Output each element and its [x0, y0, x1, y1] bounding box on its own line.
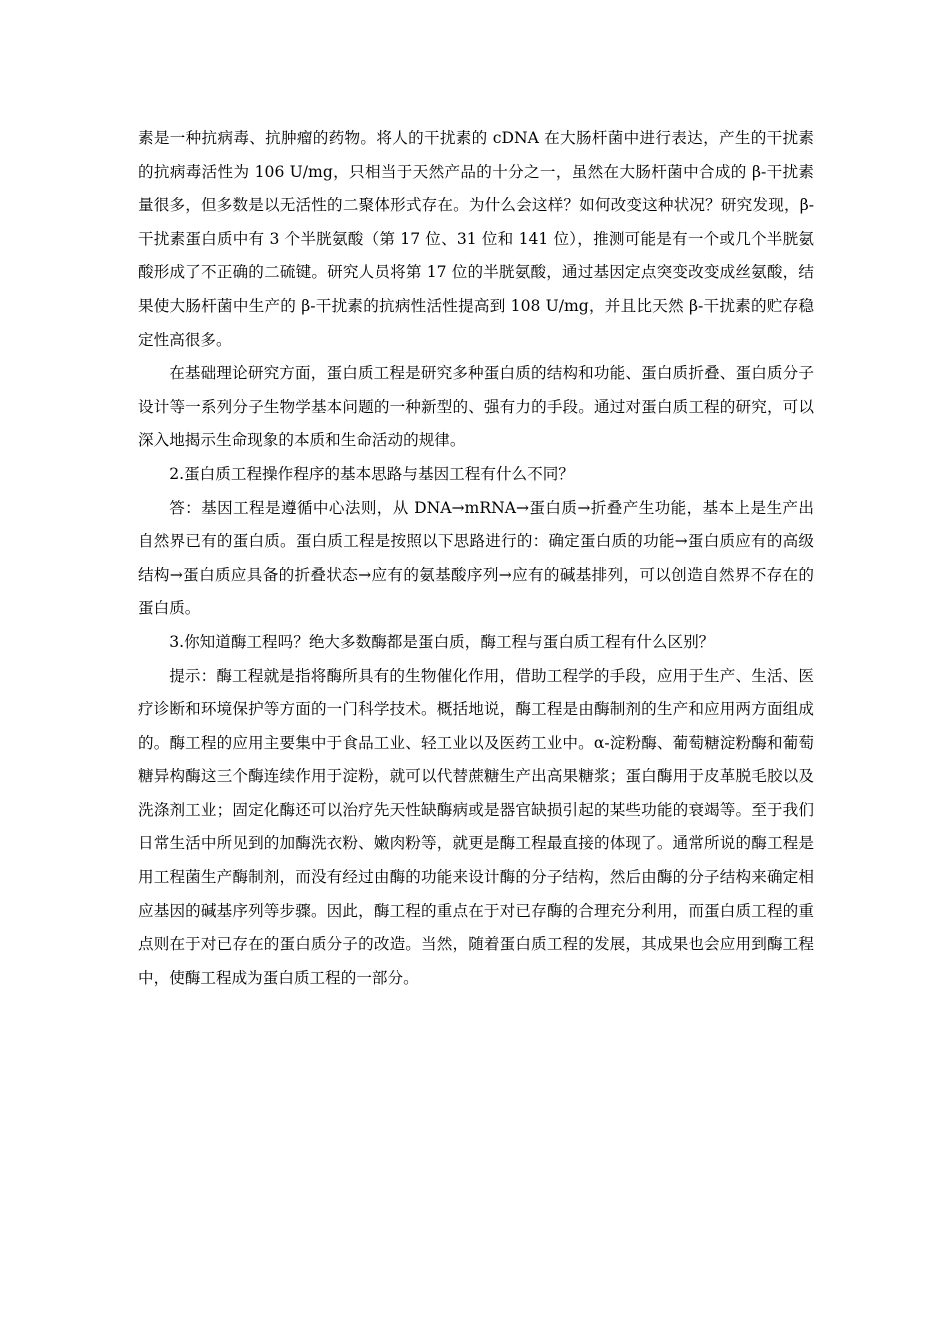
document-body	[138, 122, 814, 995]
question-2: 2.蛋白质工程操作程序的基本思路与基因工程有什么不同？	[169, 464, 574, 483]
hint-3: 提示：酶工程就是指将酶所具有的生物催化作用，借助工程学的手段，应用于生产、生活、医疗诊断和环境保护等方面的一门科学技术。概括地说，酶工程是由酶制剂的生产和应用两方面组成的。酶工程的应用主要集中于食品工业、轻工业以及医药工业中。α-淀粉酶、葡萄糖淀粉酶和葡萄糖异构酶这三个酶连续作用于淀粉，就可以代替蔗糖生产出高果糖浆；蛋白酶用于皮革脱毛胶以及洗涤剂工业；固定化酶还可以治疗先天性缺酶病或是器官缺损引起的某些功能的衰竭等。至于我们日常生活中所见到的加酶洗衣粉、嫩肉粉等，就更是酶工程最直接的体现了。通常所说的酶工程是用工程菌生产酶制剂，而没有经过由酶的功能来设计酶的分子结构，然后由酶的分子结构来确定相应基因的碱基序列等步骤。因此，酶工程的重点在于对已存酶的合理充分利用，而蛋白质工程的重点则在于对已存在的蛋白质分子的改造。当然，随着蛋白质工程的发展，其成果也会应用到酶工程中，使酶工程成为蛋白质工程的一部分。	[138, 666, 814, 987]
answer-2: 答：基因工程是遵循中心法则，从 DNA→mRNA→蛋白质→折叠产生功能，基本上是生产出自然界已有的蛋白质。蛋白质工程是按照以下思路进行的：确定蛋白质的功能→蛋白质应有的高级结构→蛋白质应具备的折叠状态→应有的氨基酸序列→应有的碱基排列，可以创造自然界不存在的蛋白质。	[138, 498, 814, 618]
question-3: 3.你知道酶工程吗？绝大多数酶都是蛋白质，酶工程与蛋白质工程有什么区别？	[169, 632, 715, 651]
paragraph-interferon-continued: 素是一种抗病毒、抗肿瘤的药物。将人的干扰素的 cDNA 在大肠杆菌中进行表达，产生的干扰素的抗病毒活性为 106 U/mg，只相当于天然产品的十分之一，虽然在大肠杆菌中合成的 β-干扰素量很多，但多数是以无活性的二聚体形式存在。为什么会这样？如何改变这种状况？研究发现，β-干扰素蛋白质中有 3 个半胱氨酸（第 17 位、31 位和 141 位），推测可能是有一个或几个半胱氨酸形成了不正确的二硫键。研究人员将第 17 位的半胱氨酸，通过基因定点突变改变成丝氨酸，结果使大肠杆菌中生产的 β-干扰素的抗病性活性提高到 108 U/mg，并且比天然 β-干扰素的贮存稳定性高很多。	[138, 129, 814, 349]
paragraph-basic-research: 在基础理论研究方面，蛋白质工程是研究多种蛋白质的结构和功能、蛋白质折叠、蛋白质分子设计等一系列分子生物学基本问题的一种新型的、强有力的手段。通过对蛋白质工程的研究，可以深入地揭示生命现象的本质和生命活动的规律。	[138, 364, 814, 450]
